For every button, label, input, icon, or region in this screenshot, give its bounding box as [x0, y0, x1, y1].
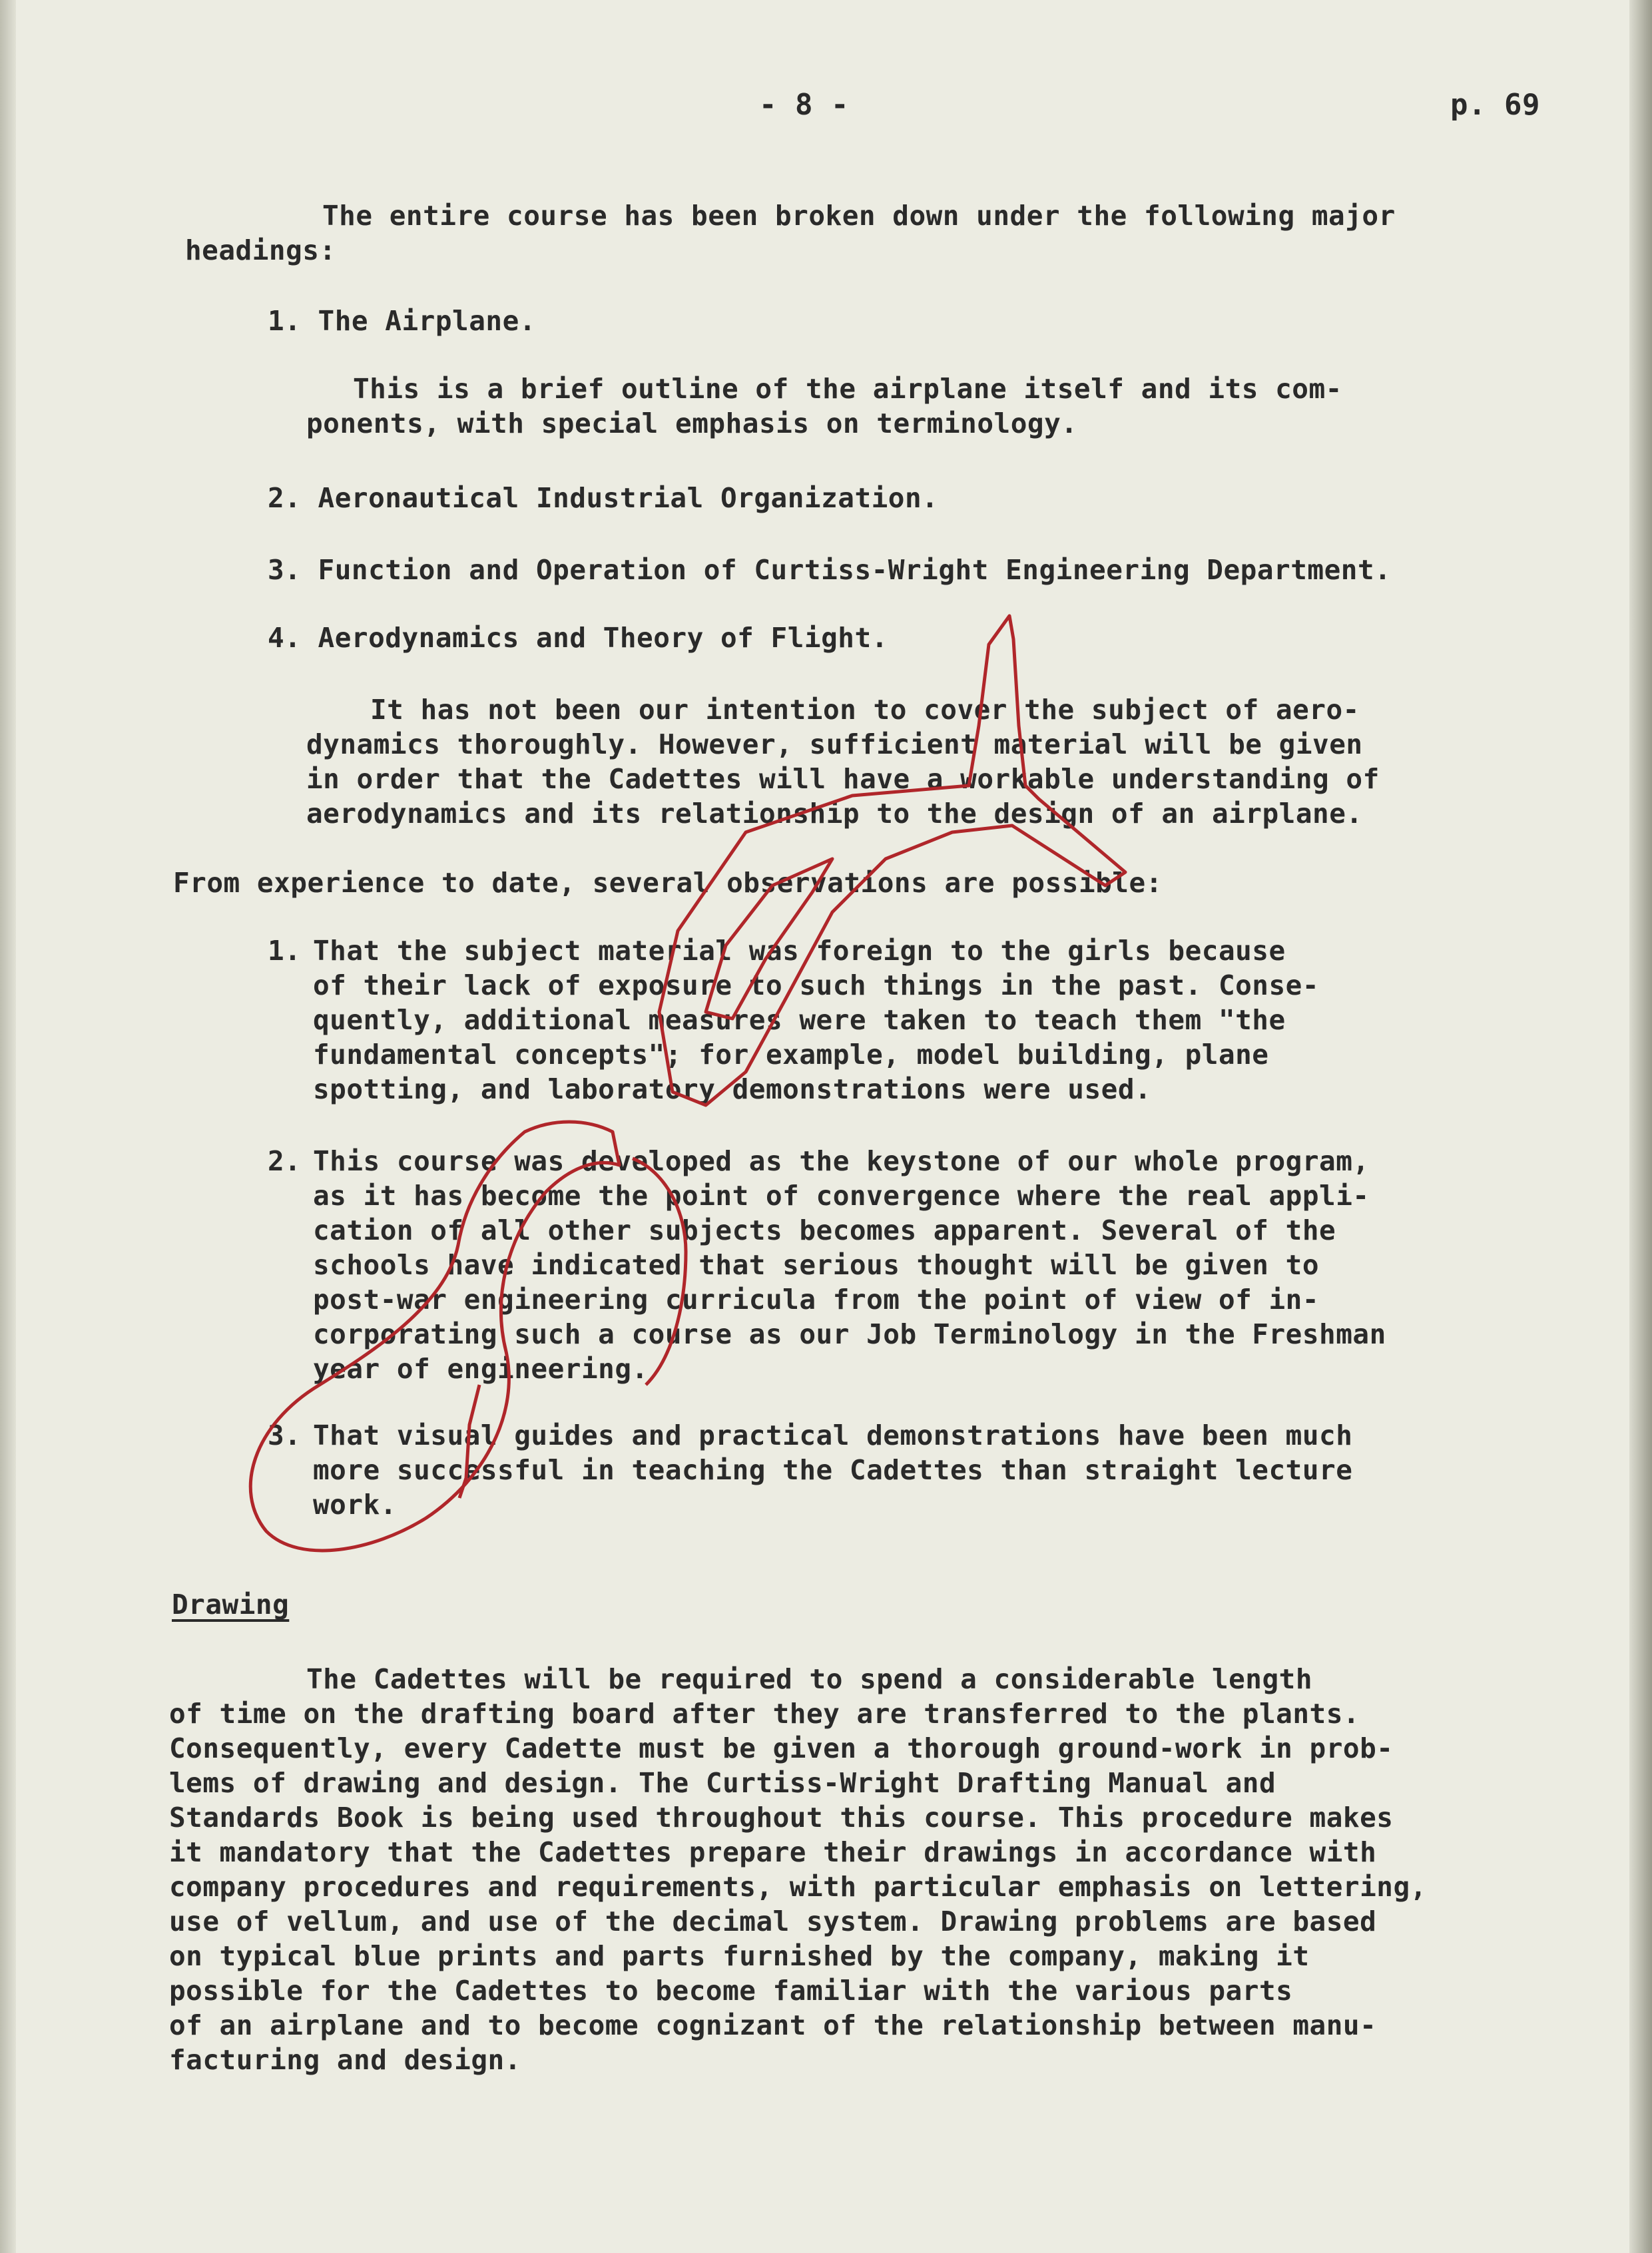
- intro-line: headings:: [185, 234, 336, 266]
- heading-airplane: 1. The Airplane.: [268, 305, 536, 337]
- drawing-line: facturing and design.: [169, 2044, 521, 2076]
- observation-line: That visual guides and practical demonstrations have been much: [313, 1419, 1353, 1451]
- observation-line: corporating such a course as our Job Terminology in the Freshman: [313, 1318, 1386, 1350]
- airplane-desc-line: ponents, with special emphasis on terminology.: [306, 407, 1078, 439]
- observation-line: year of engineering.: [313, 1353, 649, 1385]
- page-reference: p. 69: [1450, 88, 1540, 122]
- observation-line: work.: [313, 1489, 397, 1521]
- airplane-desc-line: This is a brief outline of the airplane itself and its com-: [353, 373, 1342, 405]
- aero-desc-line: in order that the Cadettes will have a workable understanding of: [306, 763, 1380, 795]
- observations-intro: From experience to date, several observations are possible:: [173, 867, 1163, 899]
- observation-line: as it has become the point of convergence where the real appli-: [313, 1180, 1370, 1212]
- drawing-line: The Cadettes will be required to spend a considerable length: [306, 1663, 1313, 1695]
- binding-edge: [0, 0, 16, 2253]
- section-heading-drawing: Drawing: [172, 1589, 290, 1621]
- page-edge-shadow: [1629, 0, 1652, 2253]
- drawing-paragraph: [169, 1662, 1427, 2077]
- drawing-line: on typical blue prints and parts furnished by the company, making it: [169, 1940, 1310, 1972]
- drawing-line: of an airplane and to become cognizant of the relationship between manu-: [169, 2009, 1377, 2041]
- observation-line: This course was developed as the keystone of our whole program,: [313, 1145, 1370, 1177]
- observation-text: [313, 1418, 1352, 1522]
- intro-paragraph: [185, 198, 1396, 268]
- aero-desc-line: It has not been our intention to cover the subject of aero-: [370, 694, 1360, 726]
- observation-line: spotting, and laboratory demonstrations were used.: [313, 1073, 1152, 1105]
- observation-line: schools have indicated that serious thought will be given to: [313, 1249, 1320, 1281]
- observation-text: [313, 1144, 1386, 1386]
- drawing-line: possible for the Cadettes to become familiar with the various parts: [169, 1975, 1293, 2007]
- drawing-line: company procedures and requirements, with particular emphasis on lettering,: [169, 1871, 1427, 1903]
- observation-line: fundamental concepts"; for example, model building, plane: [313, 1039, 1269, 1071]
- observation-line: more successful in teaching the Cadettes than straight lecture: [313, 1454, 1353, 1486]
- drawing-line: Consequently, every Cadette must be given a thorough ground-work in prob-: [169, 1732, 1394, 1764]
- drawing-line: of time on the drafting board after they are transferred to the plants.: [169, 1698, 1360, 1730]
- airplane-description: [306, 372, 1342, 441]
- observation-text: [313, 933, 1319, 1107]
- drawing-line: lems of drawing and design. The Curtiss-Wright Drafting Manual and: [169, 1767, 1276, 1799]
- heading-aerodynamics: 4. Aerodynamics and Theory of Flight.: [268, 622, 888, 654]
- intro-line: The entire course has been broken down under the following major: [322, 200, 1396, 232]
- observation-line: That the subject material was foreign to the girls because: [313, 935, 1286, 967]
- drawing-line: Standards Book is being used throughout this course. This procedure makes: [169, 1802, 1394, 1834]
- observation-line: post-war engineering curricula from the point of view of in-: [313, 1284, 1320, 1316]
- drawing-line: use of vellum, and use of the decimal system. Drawing problems are based: [169, 1905, 1377, 1937]
- heading-engineering-department: 3. Function and Operation of Curtiss-Wright Engineering Department.: [268, 554, 1392, 586]
- observation-number: 3.: [268, 1419, 302, 1451]
- observation-line: quently, additional measures were taken to teach them "the: [313, 1004, 1286, 1036]
- observation-number: 1.: [268, 935, 302, 967]
- drawing-line: it mandatory that the Cadettes prepare their drawings in accordance with: [169, 1836, 1377, 1868]
- observation-line: of their lack of exposure to such things in the past. Conse-: [313, 969, 1320, 1001]
- aerodynamics-description: [306, 692, 1380, 831]
- observation-number: 2.: [268, 1145, 302, 1177]
- aero-desc-line: aerodynamics and its relationship to the design of an airplane.: [306, 798, 1363, 830]
- observation-line: cation of all other subjects becomes apparent. Several of the: [313, 1214, 1336, 1246]
- page-number-center: - 8 -: [759, 88, 849, 122]
- heading-industrial-organization: 2. Aeronautical Industrial Organization.: [268, 482, 939, 514]
- aero-desc-line: dynamics thoroughly. However, sufficient material will be given: [306, 728, 1363, 760]
